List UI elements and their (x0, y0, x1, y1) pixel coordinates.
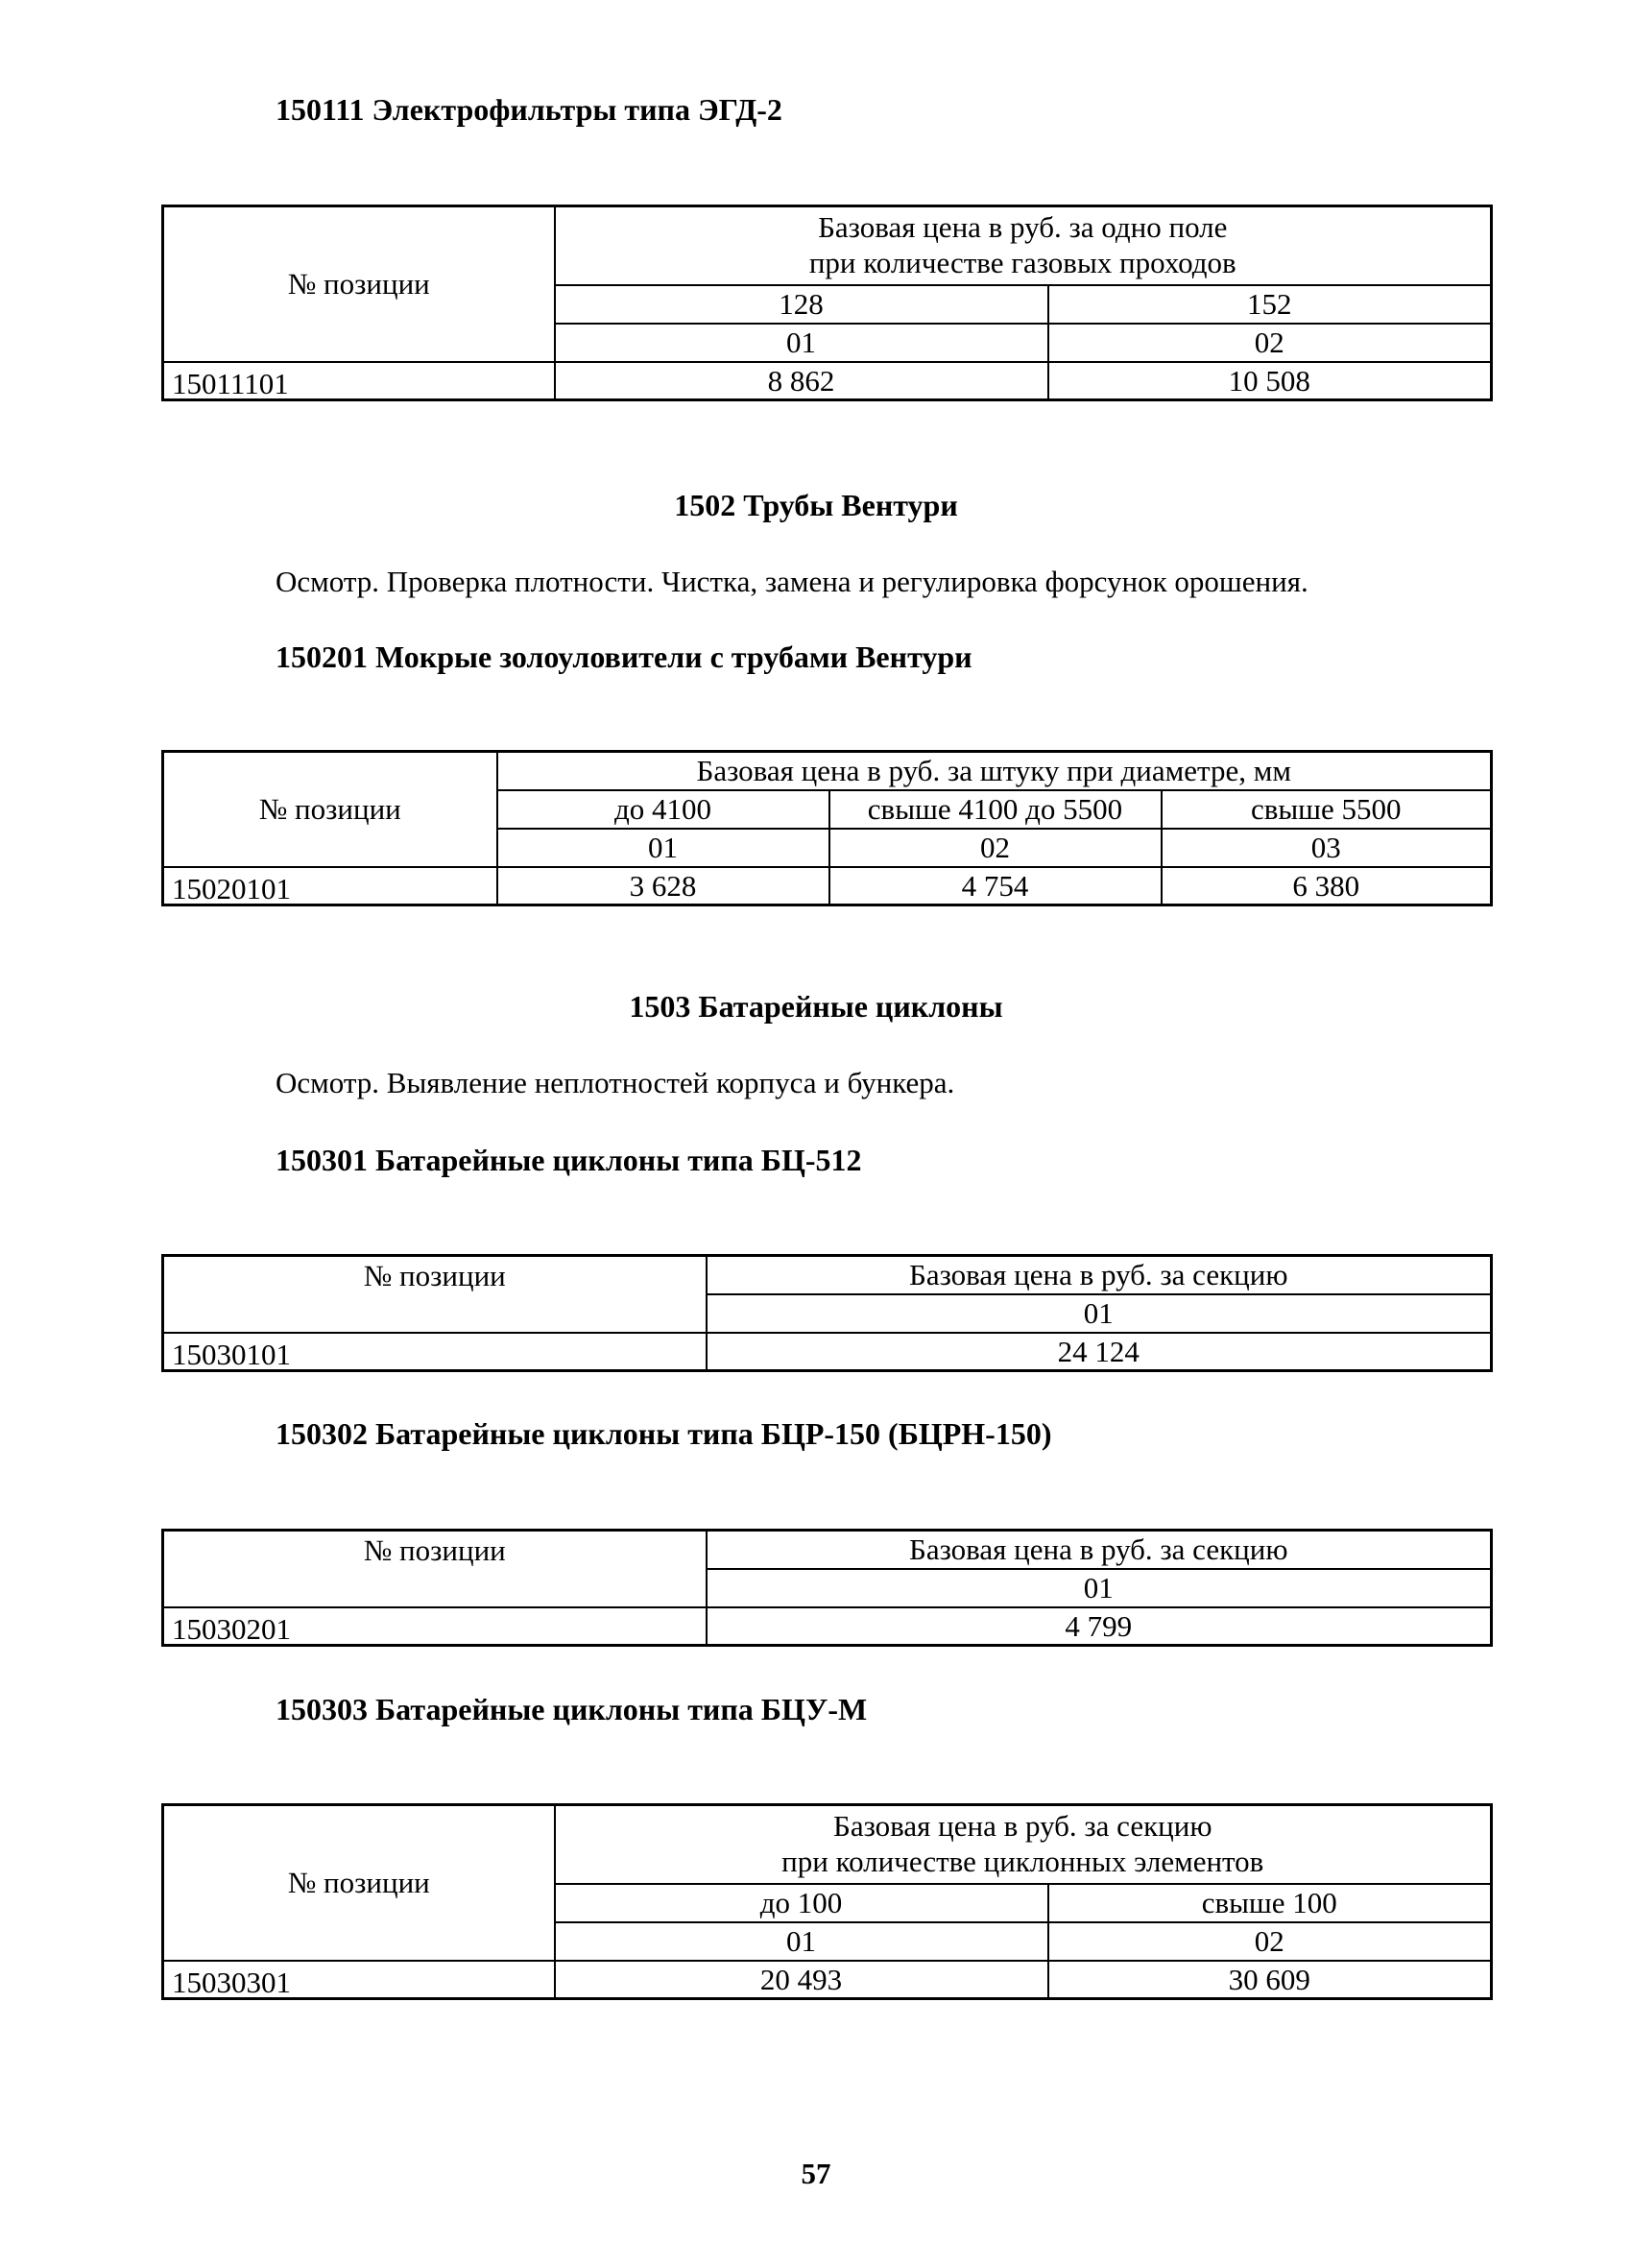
position-header: № позиции (163, 206, 555, 362)
position-number: 15011101 (163, 362, 555, 400)
param-cell: до 4100 (497, 790, 829, 829)
price-table-150301 (161, 1254, 1493, 1372)
price-table-150201 (161, 750, 1493, 906)
price-header: Базовая цена в руб. за секцию (707, 1531, 1492, 1569)
section-title-1502: 1502 Трубы Вентури (674, 488, 958, 522)
param-cell: 128 (555, 285, 1048, 324)
section-title-150301: 150301 Батарейные циклоны типа БЦ-512 (276, 1143, 862, 1177)
price-value: 8 862 (555, 362, 1048, 400)
price-header: Базовая цена в руб. за секцию (707, 1256, 1492, 1294)
table-row (163, 362, 1492, 400)
param-cell: 152 (1048, 285, 1492, 324)
section-description-1502: Осмотр. Проверка плотности. Чистка, замена и регулировка форсунок орошения. (276, 565, 1308, 598)
section-title-150111: 150111 Электрофильтры типа ЭГД-2 (276, 92, 782, 127)
price-value: 4 799 (707, 1607, 1492, 1646)
section-title-150303: 150303 Батарейные циклоны типа БЦУ-М (276, 1692, 868, 1726)
price-header: Базовая цена в руб. за штуку при диаметре, мм (497, 752, 1492, 790)
table-row (163, 1607, 1492, 1646)
price-value: 20 493 (555, 1961, 1048, 1999)
price-value: 4 754 (829, 867, 1162, 905)
param-cell: до 100 (555, 1884, 1048, 1922)
price-header (555, 1805, 1492, 1884)
price-header-line1: Базовая цена в руб. за одно поле (818, 210, 1228, 245)
price-header-line1: Базовая цена в руб. за секцию (833, 1809, 1212, 1844)
price-table-150111 (161, 205, 1493, 401)
position-header: № позиции (163, 1531, 707, 1607)
position-number: 15030101 (163, 1333, 707, 1371)
code-cell: 01 (555, 1922, 1048, 1961)
code-cell: 01 (497, 829, 829, 867)
price-header (555, 206, 1492, 285)
position-number: 15030301 (163, 1961, 555, 1999)
position-header: № позиции (163, 1805, 555, 1961)
section-description-1503: Осмотр. Выявление неплотностей корпуса и бункера. (276, 1066, 955, 1099)
table-row (163, 1333, 1492, 1371)
code-cell: 02 (1048, 324, 1492, 362)
param-cell: свыше 100 (1048, 1884, 1492, 1922)
price-table-150302 (161, 1529, 1493, 1647)
code-cell: 01 (555, 324, 1048, 362)
section-title-1503: 1503 Батарейные циклоны (629, 989, 1003, 1024)
position-number: 15020101 (163, 867, 497, 905)
page-number: 57 (801, 2157, 831, 2190)
code-cell: 03 (1162, 829, 1492, 867)
position-header: № позиции (163, 1256, 707, 1333)
code-cell: 02 (1048, 1922, 1492, 1961)
price-value: 10 508 (1048, 362, 1492, 400)
code-cell: 01 (707, 1294, 1492, 1333)
price-header-line2: при количестве газовых проходов (808, 245, 1236, 279)
position-header: № позиции (163, 752, 497, 867)
price-value: 24 124 (707, 1333, 1492, 1371)
code-cell: 02 (829, 829, 1162, 867)
param-cell: свыше 4100 до 5500 (829, 790, 1162, 829)
price-value: 3 628 (497, 867, 829, 905)
price-value: 6 380 (1162, 867, 1492, 905)
section-title-150201: 150201 Мокрые золоуловители с трубами Вентури (276, 639, 972, 674)
table-row (163, 1961, 1492, 1999)
section-title-150302: 150302 Батарейные циклоны типа БЦР-150 (БЦРН-150) (276, 1416, 1052, 1451)
position-number: 15030201 (163, 1607, 707, 1646)
param-cell: свыше 5500 (1162, 790, 1492, 829)
price-value: 30 609 (1048, 1961, 1492, 1999)
price-header-line2: при количестве циклонных элементов (781, 1844, 1264, 1878)
table-row (163, 867, 1492, 905)
code-cell: 01 (707, 1569, 1492, 1607)
price-table-150303 (161, 1803, 1493, 2000)
